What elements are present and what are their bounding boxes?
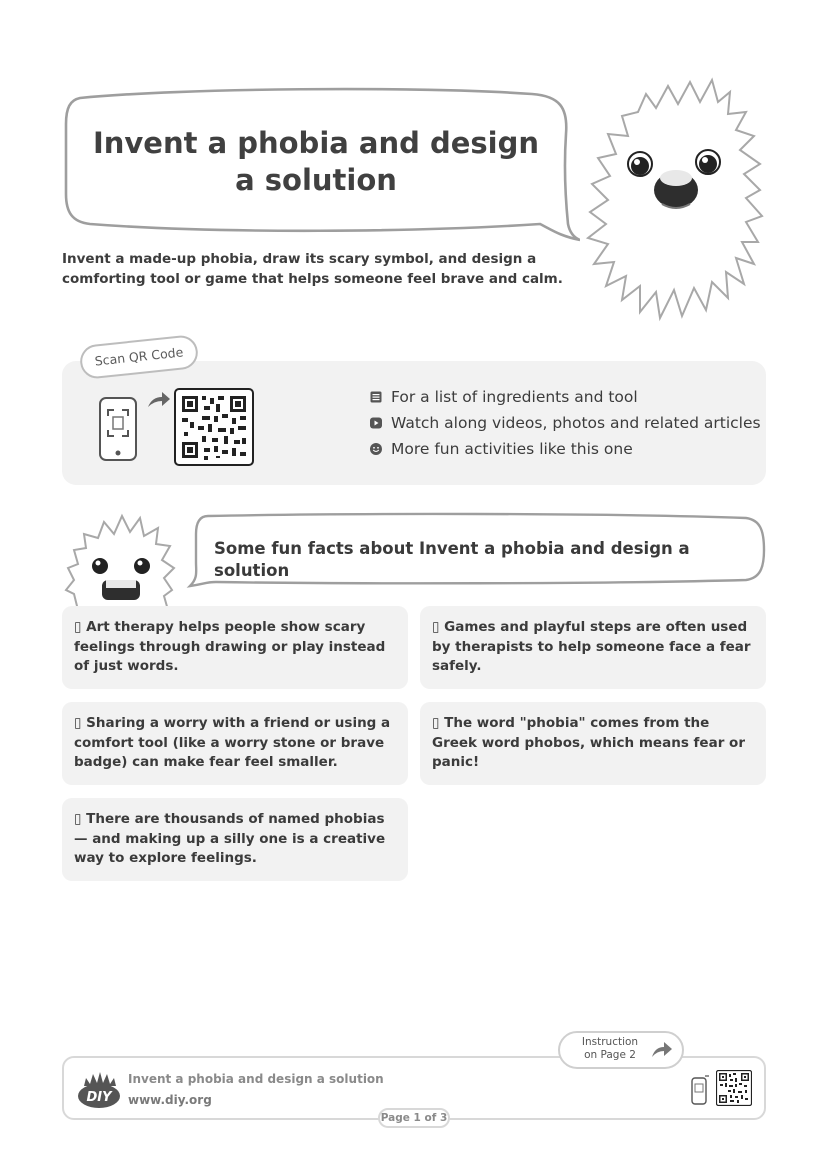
phone-scan-icon [96, 392, 144, 464]
instruction-line-1: Instruction [581, 1036, 639, 1048]
footer-title: Invent a phobia and design a solution [128, 1072, 384, 1086]
smiley-icon [370, 443, 382, 455]
fact-text: ▯ There are thousands of named phobias — and making up a silly one is a creative way to explore feelings. [74, 811, 386, 866]
furry-monster-illustration [578, 72, 778, 332]
activities-link[interactable] [370, 439, 633, 459]
play-icon [370, 417, 382, 429]
fact-card [62, 798, 408, 881]
instruction-line-2: on Page 2 [584, 1049, 636, 1061]
page-number: Page 1 of 3 [378, 1108, 450, 1128]
ingredients-link[interactable] [370, 387, 638, 407]
fact-card [420, 702, 766, 785]
activities-link-label: More fun activities like this one [391, 440, 633, 458]
page-title: Invent a phobia and design a solution [92, 126, 540, 197]
diy-logo-text: DIY [86, 1090, 112, 1105]
fact-text: ▯ Sharing a worry with a friend or using a comfort tool (like a worry stone or brave badge) can make fear feel smaller. [74, 715, 391, 770]
qr-code[interactable] [174, 388, 254, 466]
instruction-label [574, 1036, 646, 1062]
footer-qr-code[interactable] [716, 1070, 752, 1106]
fact-card [62, 702, 408, 785]
footer-url[interactable]: www.diy.org [128, 1093, 212, 1107]
videos-link[interactable] [370, 413, 761, 433]
arrow-right-icon [146, 389, 172, 411]
facts-title: Some fun facts about Invent a phobia and design a solution [214, 539, 690, 580]
phone-scan-icon [690, 1074, 710, 1106]
fact-card [62, 606, 408, 689]
fact-text: ▯ Games and playful steps are often used by therapists to help someone face a fear safely. [432, 619, 751, 674]
videos-link-label: Watch along videos, photos and related articles [391, 414, 761, 432]
list-icon [370, 391, 382, 403]
arrow-right-icon [650, 1040, 674, 1060]
fact-text: ▯ The word "phobia" comes from the Greek word phobos, which means fear or panic! [432, 715, 745, 770]
fact-text: ▯ Art therapy helps people show scary feelings through drawing or play instead of just words. [74, 619, 386, 674]
fact-card [420, 606, 766, 689]
scan-qr-code-tag: Scan QR Code [79, 334, 200, 380]
small-monster-illustration [64, 510, 180, 610]
intro-text: Invent a made-up phobia, draw its scary symbol, and design a comforting tool or game that helps someone feel brave and calm. [62, 251, 563, 287]
diy-logo [76, 1068, 122, 1110]
ingredients-link-label: For a list of ingredients and tool [391, 388, 638, 406]
